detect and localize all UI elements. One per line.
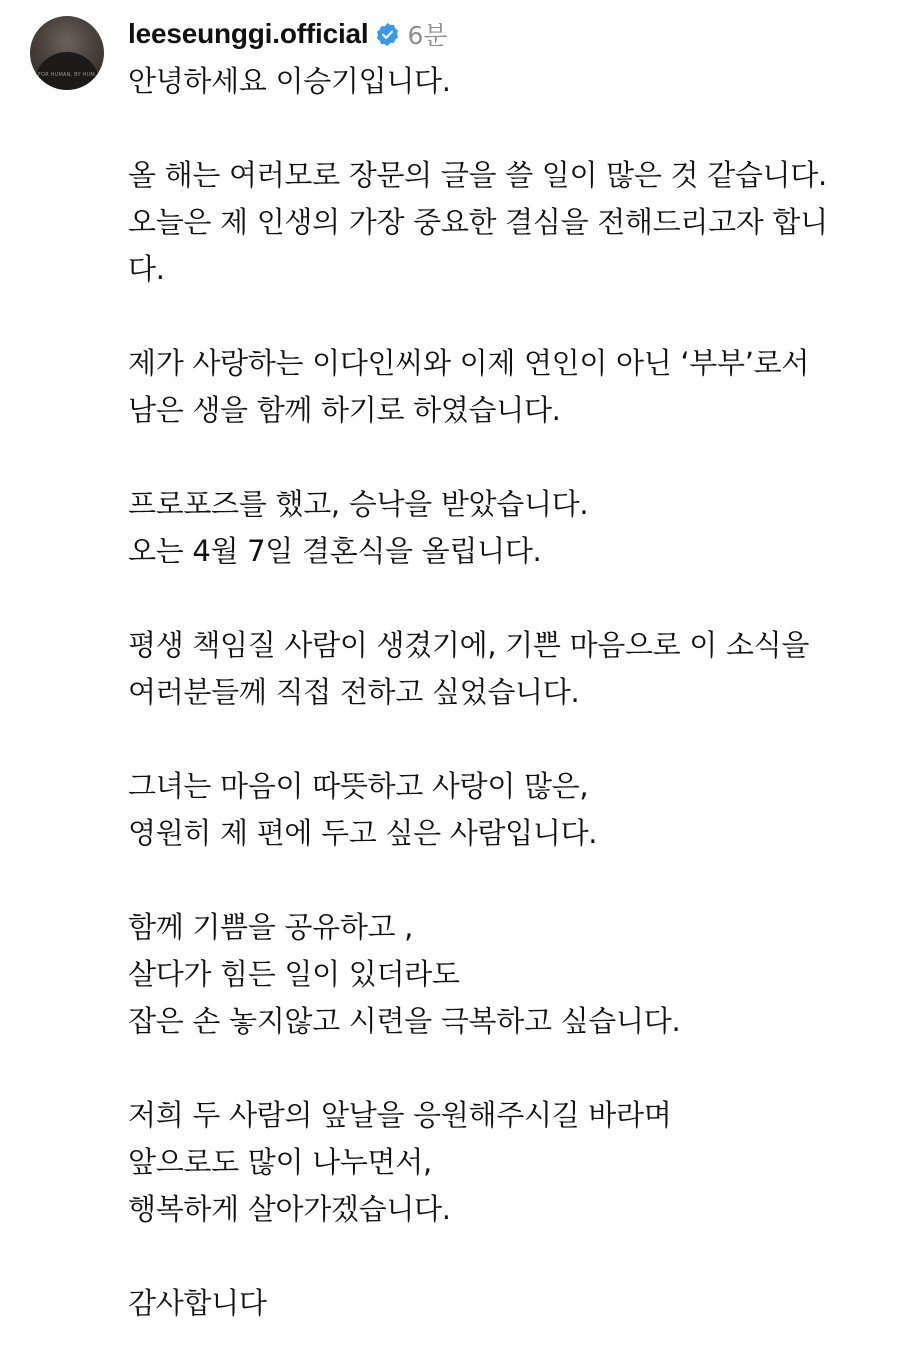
paragraph-gap (128, 857, 888, 904)
caption-line: 여러분들께 직접 전하고 싶었습니다. (128, 675, 580, 709)
caption-paragraph (128, 340, 888, 434)
caption-line: 그녀는 마음이 따뜻하고 사랑이 많은, (128, 769, 589, 803)
post-time: 6분 (407, 21, 448, 50)
caption-line: 남은 생을 함께 하기로 하였습니다. (128, 393, 561, 427)
caption-line: 다. (128, 252, 165, 286)
caption-line: 행복하게 살아가겠습니다. (128, 1192, 451, 1226)
caption-line: 영원히 제 편에 두고 싶은 사람입니다. (128, 816, 598, 850)
paragraph-gap (128, 105, 888, 152)
caption-line: 앞으로도 많이 나누면서, (128, 1145, 432, 1179)
verified-badge-icon (375, 22, 400, 47)
caption-line: 오늘은 제 인생의 가장 중요한 결심을 전해드리고자 합니 (128, 205, 828, 239)
caption-line: 감사합니다 (128, 1286, 267, 1320)
caption-paragraph (128, 1092, 888, 1233)
paragraph-gap (128, 293, 888, 340)
avatar-shirt (34, 52, 100, 90)
username-link[interactable]: leeseunggi.official (128, 18, 369, 49)
caption-paragraph (128, 152, 888, 293)
post-caption (128, 58, 888, 1327)
caption-paragraph (128, 622, 888, 716)
caption-line: 평생 책임질 사람이 생겼기에, 기쁜 마음으로 이 소식을 (128, 628, 810, 662)
profile-avatar[interactable] (30, 16, 104, 90)
paragraph-gap (128, 434, 888, 481)
caption-line: 저희 두 사람의 앞날을 응원해주시길 바라며 (128, 1098, 672, 1132)
paragraph-gap (128, 716, 888, 763)
paragraph-gap (128, 1045, 888, 1092)
caption-line: 오는 4월 7일 결혼식을 올립니다. (128, 534, 542, 568)
caption-paragraph (128, 58, 888, 105)
post-header (128, 14, 448, 54)
paragraph-gap (128, 575, 888, 622)
caption-line: 제가 사랑하는 이다인씨와 이제 연인이 아닌 ‘부부’로서 (128, 346, 810, 380)
caption-paragraph (128, 904, 888, 1045)
caption-line: 살다가 힘든 일이 있더라도 (128, 957, 460, 991)
caption-line: 잡은 손 놓지않고 시련을 극복하고 싶습니다. (128, 1004, 681, 1038)
caption-line: 안녕하세요 이승기입니다. (128, 64, 451, 98)
caption-line: 함께 기쁨을 공유하고 , (128, 910, 414, 944)
caption-paragraph (128, 481, 888, 575)
caption-paragraph (128, 763, 888, 857)
caption-line: 올 해는 여러모로 장문의 글을 쓸 일이 많은 것 같습니다. (128, 158, 827, 192)
paragraph-gap (128, 1233, 888, 1280)
caption-paragraph (128, 1280, 888, 1327)
caption-line: 프로포즈를 했고, 승낙을 받았습니다. (128, 487, 589, 521)
avatar-shirt-text: FOR HUMAN, BY HUM... (38, 72, 101, 78)
